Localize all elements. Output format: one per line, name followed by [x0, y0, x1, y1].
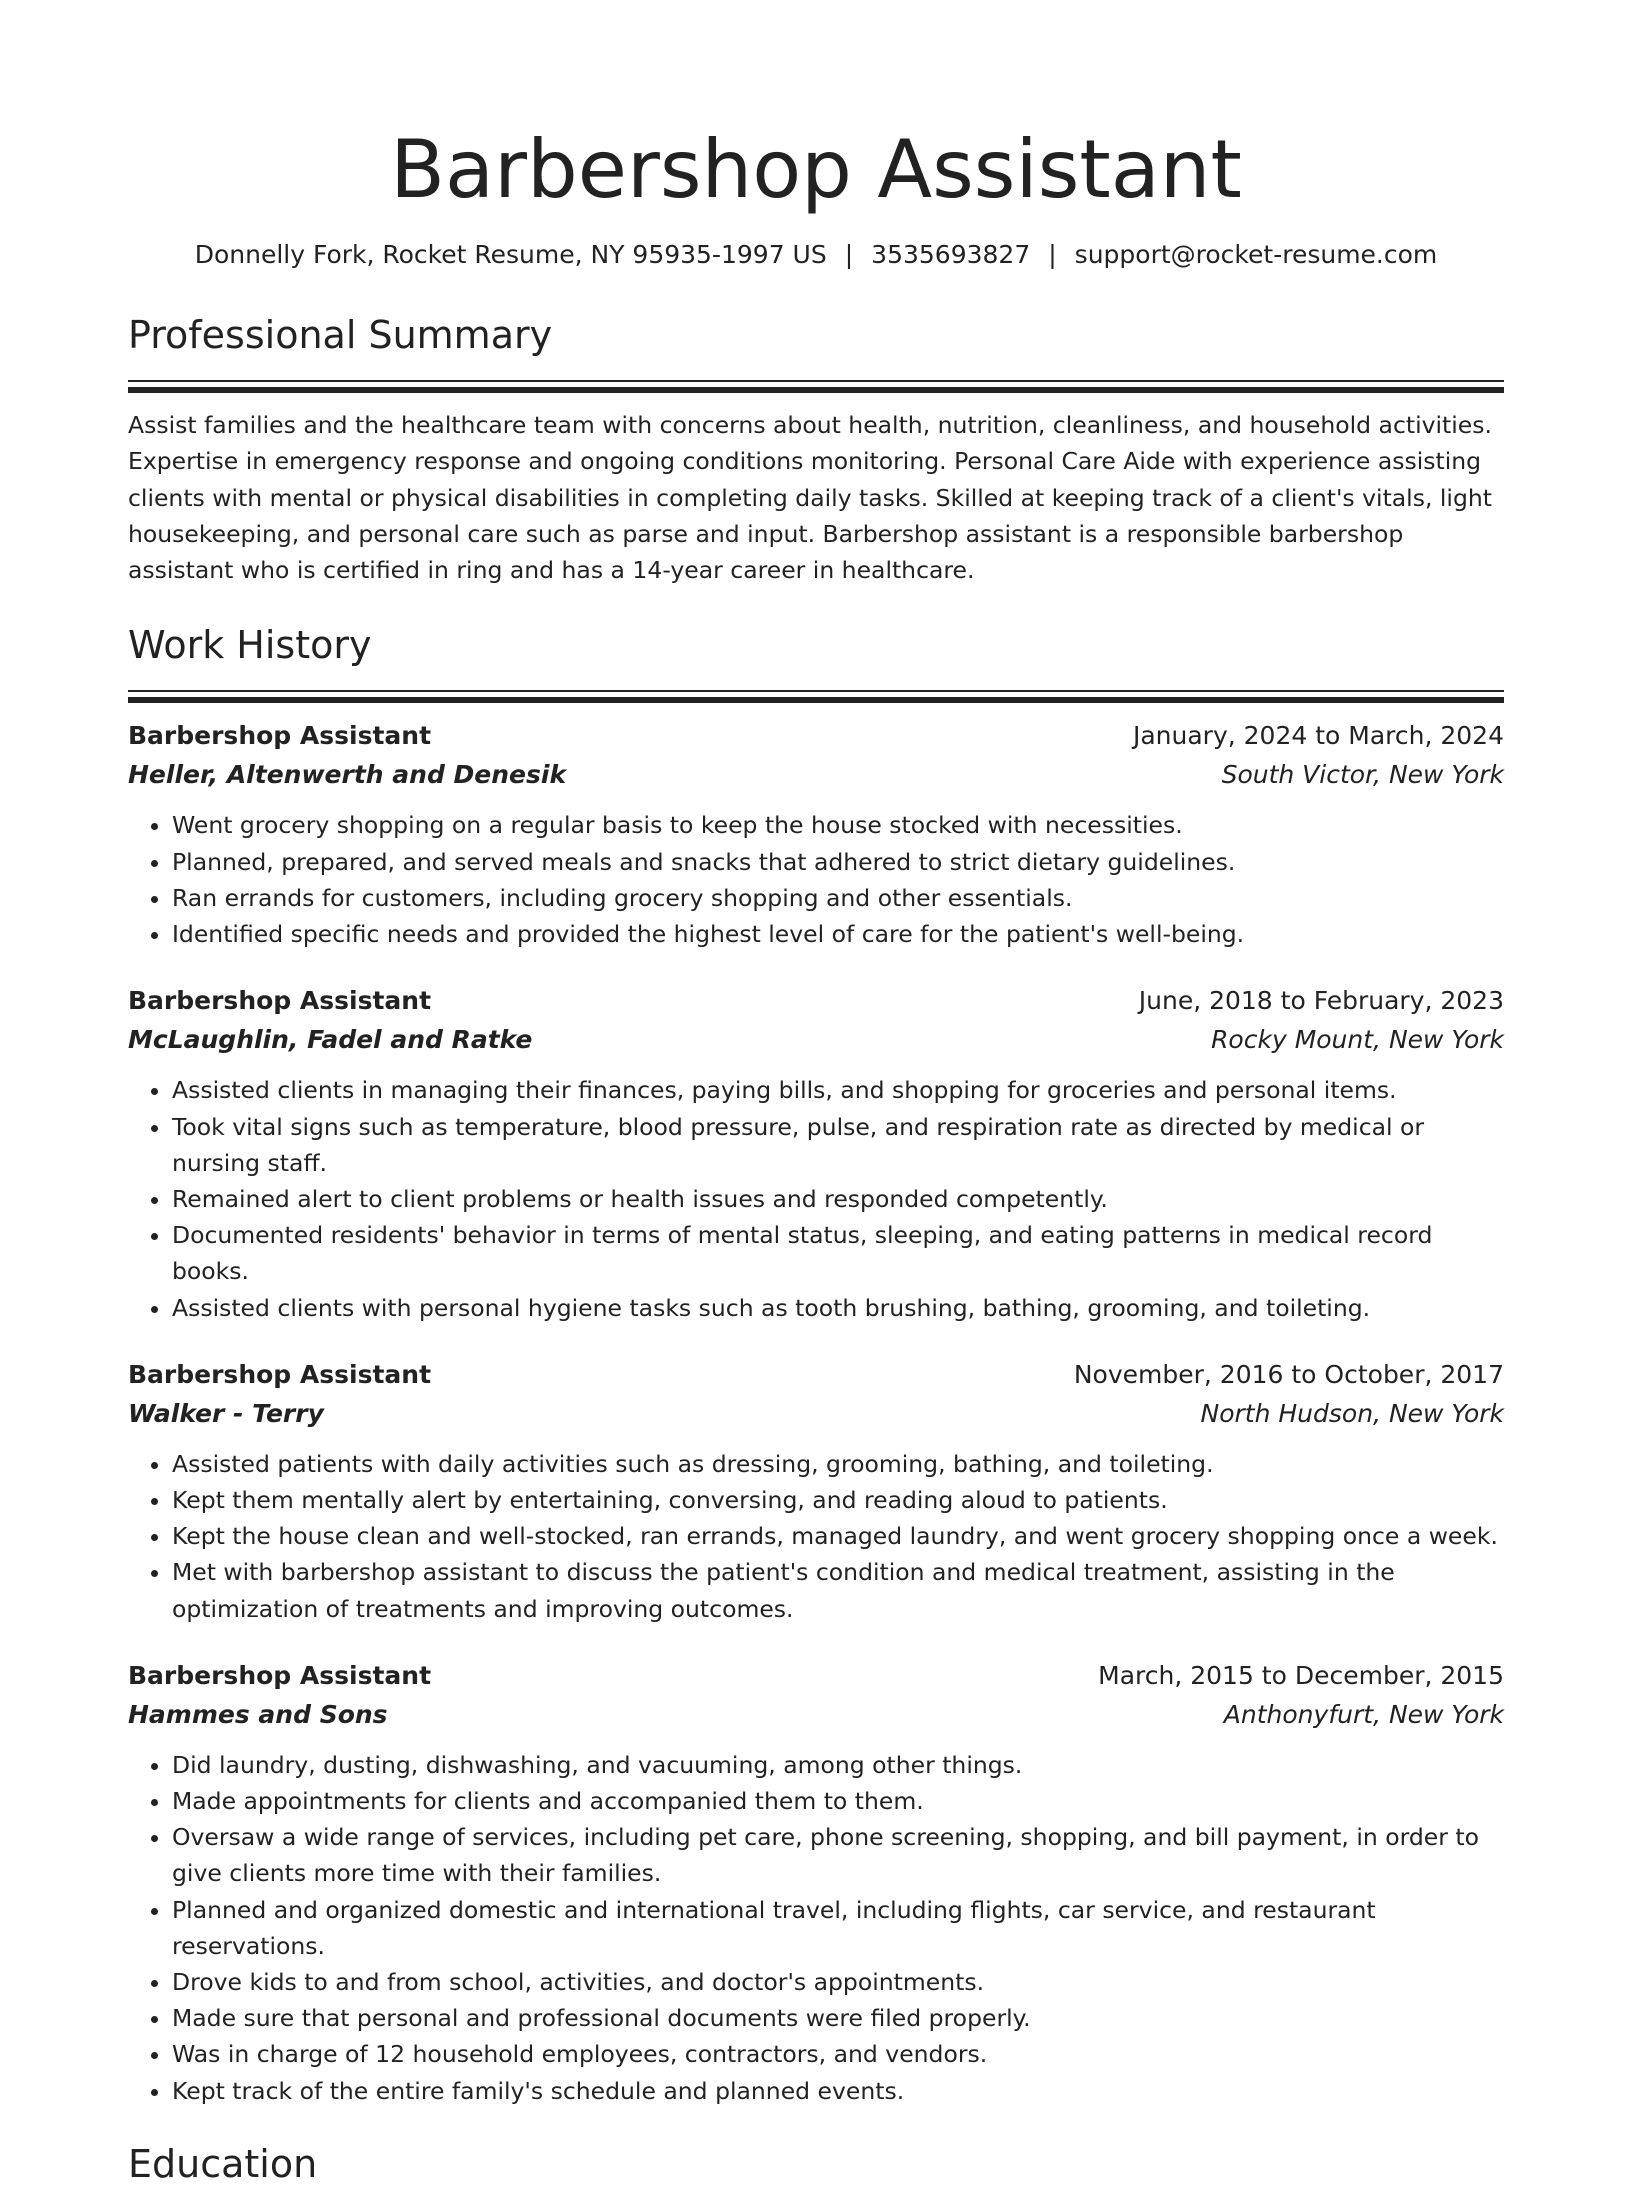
- section-title-work-history: Work History: [128, 623, 372, 668]
- resume-name: Barbershop Assistant: [390, 123, 1242, 216]
- job-bullet: • Was in charge of 12 household employees, contractors, and vendors.: [172, 2036, 1504, 2072]
- job-bullet: • Oversaw a wide range of services, including pet care, phone screening, shopping, and bill payment, in order to give clients more time with their families.: [172, 1819, 1504, 1891]
- contact-address: Donnelly Fork, Rocket Resume, NY 95935-1997 US: [194, 240, 827, 269]
- job-bullet: • Kept track of the entire family's schedule and planned events.: [172, 2073, 1504, 2109]
- job-company: Hammes and Sons: [128, 1699, 388, 1729]
- job-bullet: • Made sure that personal and professional documents were filed properly.: [172, 2000, 1504, 2036]
- job-bullet: • Met with barbershop assistant to discuss the patient's condition and medical treatment, assisting in the optimization of treatments and improving outcomes.: [172, 1554, 1504, 1626]
- job-subheader-row: [128, 1394, 1504, 1434]
- summary-text: Assist families and the healthcare team with concerns about health, nutrition, cleanliness, and household activities. Expertise in emergency response and ongoing conditions monitoring. Personal Care Aide with experience assisting clients with mental or physical disabilities in completing daily tasks. Skilled at keeping track of a client's vitals, light housekeeping, and personal care such as parse and input. Barbershop assistant is a responsible barbershop assistant who is certified in ring and has a 14-year career in healthcare.: [128, 411, 1492, 585]
- job-location: South Victor, New York: [1221, 760, 1504, 790]
- job-location: North Hudson, New York: [1200, 1398, 1504, 1428]
- job-bullet: • Assisted patients with daily activities such as dressing, grooming, bathing, and toileting.: [172, 1446, 1504, 1482]
- job-location: Rocky Mount, New York: [1211, 1025, 1504, 1055]
- job-bullet-list: [128, 807, 1504, 952]
- job-header-row: [128, 1657, 1504, 1695]
- job-bullet: • Did laundry, dusting, dishwashing, and vacuuming, among other things.: [172, 1747, 1504, 1783]
- job-bullet-list: [128, 1072, 1504, 1325]
- job-company: McLaughlin, Fadel and Ratke: [128, 1025, 533, 1055]
- job-header-row: [128, 982, 1504, 1020]
- job-company: Heller, Altenwerth and Denesik: [128, 760, 567, 790]
- job-entry: [128, 1657, 1504, 2109]
- job-header-row: [128, 1356, 1504, 1394]
- job-list: [128, 717, 1504, 2108]
- job-bullet: • Planned and organized domestic and international travel, including flights, car service, and restaurant reservations.: [172, 1892, 1504, 1964]
- job-dates: March, 2015 to December, 2015: [1098, 1660, 1504, 1690]
- job-dates: June, 2018 to February, 2023: [1138, 986, 1504, 1016]
- job-bullet: • Took vital signs such as temperature, blood pressure, pulse, and respiration rate as directed by medical or nursing staff.: [172, 1109, 1504, 1181]
- job-bullet-list: [128, 1747, 1504, 2109]
- job-title: Barbershop Assistant: [128, 1359, 432, 1389]
- job-bullet: • Identified specific needs and provided the highest level of care for the patient's well-being.: [172, 916, 1504, 952]
- job-bullet: • Kept them mentally alert by entertaining, conversing, and reading aloud to patients.: [172, 1482, 1504, 1518]
- job-subheader-row: [128, 1695, 1504, 1735]
- job-entry: [128, 982, 1504, 1325]
- job-bullet: • Kept the house clean and well-stocked, ran errands, managed laundry, and went grocery shopping once a week.: [172, 1518, 1504, 1554]
- professional-summary-section: [128, 310, 1504, 588]
- job-bullet: • Assisted clients in managing their finances, paying bills, and shopping for groceries and personal items.: [172, 1072, 1504, 1108]
- section-divider: [128, 690, 1504, 703]
- contact-phone: 3535693827: [871, 240, 1031, 269]
- education-section: [128, 2139, 1504, 2189]
- job-bullet: • Went grocery shopping on a regular basis to keep the house stocked with necessities.: [172, 807, 1504, 843]
- job-subheader-row: [128, 755, 1504, 795]
- section-title-summary: Professional Summary: [128, 313, 553, 357]
- resume-page: [128, 0, 1504, 2189]
- job-title: Barbershop Assistant: [128, 986, 432, 1016]
- job-bullet: • Drove kids to and from school, activities, and doctor's appointments.: [172, 1964, 1504, 2000]
- job-dates: January, 2024 to March, 2024: [1132, 721, 1504, 751]
- section-title-education: Education: [128, 2141, 318, 2186]
- work-history-section: [128, 620, 1504, 2108]
- job-title: Barbershop Assistant: [128, 1660, 432, 1690]
- contact-line: [128, 238, 1504, 272]
- job-entry: [128, 1356, 1504, 1627]
- job-bullet: • Documented residents' behavior in terms of mental status, sleeping, and eating patterns in medical record books.: [172, 1217, 1504, 1289]
- contact-email: support@rocket-resume.com: [1074, 240, 1438, 269]
- section-divider: [128, 380, 1504, 393]
- job-bullet: • Planned, prepared, and served meals and snacks that adhered to strict dietary guidelines.: [172, 844, 1504, 880]
- contact-separator: |: [1048, 240, 1057, 269]
- job-location: Anthonyfurt, New York: [1223, 1699, 1504, 1729]
- job-bullet: • Remained alert to client problems or health issues and responded competently.: [172, 1181, 1504, 1217]
- job-subheader-row: [128, 1020, 1504, 1060]
- job-dates: November, 2016 to October, 2017: [1073, 1359, 1504, 1389]
- job-title: Barbershop Assistant: [128, 721, 432, 751]
- job-company: Walker - Terry: [128, 1398, 324, 1428]
- job-bullet-list: [128, 1446, 1504, 1627]
- job-header-row: [128, 717, 1504, 755]
- job-bullet: • Assisted clients with personal hygiene tasks such as tooth brushing, bathing, grooming, and toileting.: [172, 1290, 1504, 1326]
- contact-separator: |: [844, 240, 854, 269]
- job-bullet: • Ran errands for customers, including grocery shopping and other essentials.: [172, 880, 1504, 916]
- job-entry: [128, 717, 1504, 952]
- job-bullet: • Made appointments for clients and accompanied them to them.: [172, 1783, 1504, 1819]
